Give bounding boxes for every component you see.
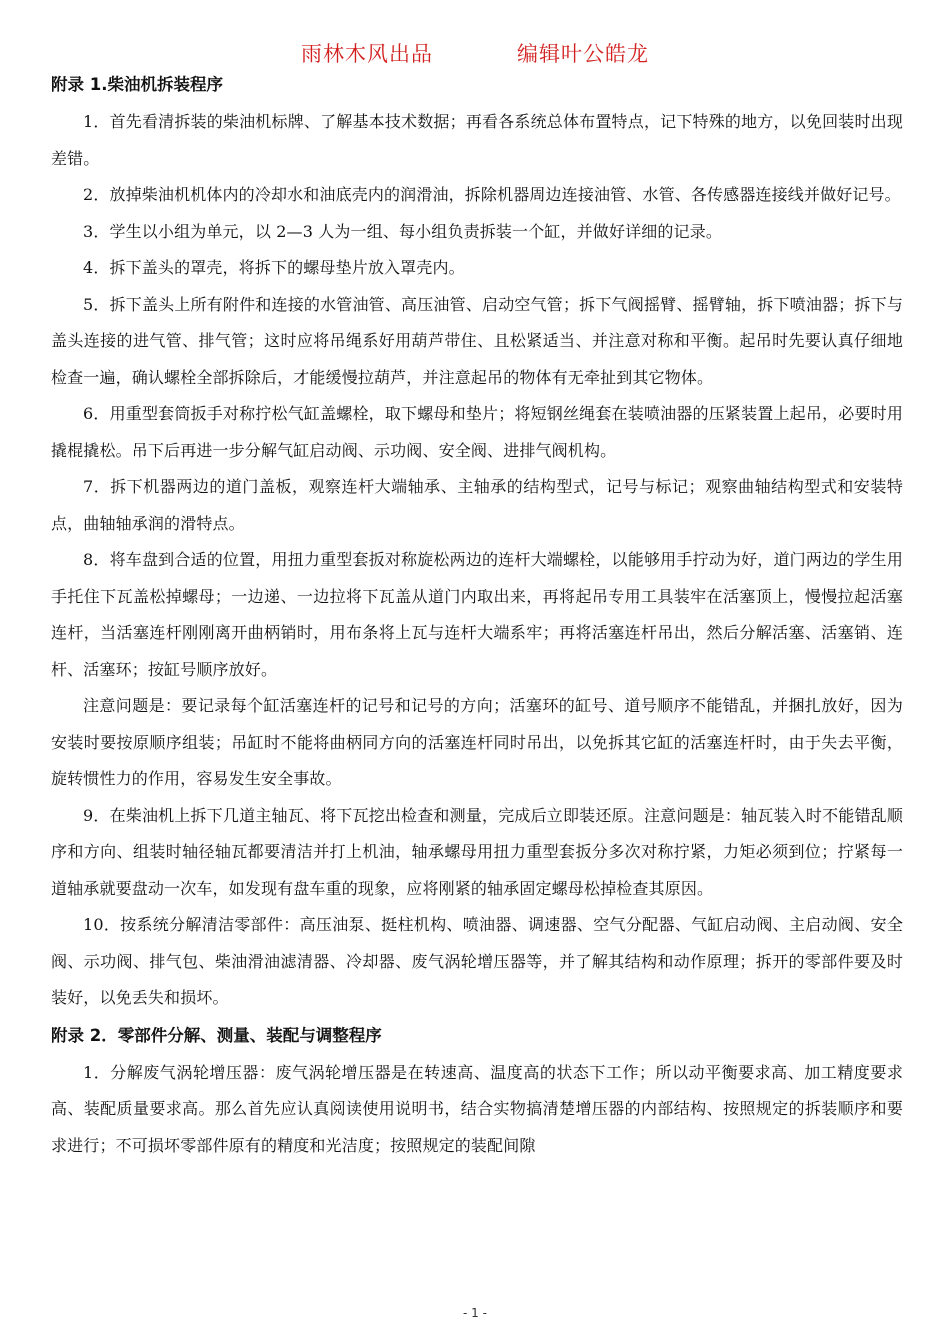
paragraph: 5．拆下盖头上所有附件和连接的水管油管、高压油管、启动空气管；拆下气阀摇臂、摇臂轴，拆下喷油器；拆下与盖头连接的进气管、排气管；这时应将吊绳系好用葫芦带住、且松紧适当、并注意对称和平衡。起吊时先要认真仔细地检查一遍，确认螺栓全部拆除后，才能缓慢拉葫芦，并注意起吊的物体有无牵扯到其它物体。 bbox=[51, 294, 903, 387]
paragraph: 3．学生以小组为单元，以 2—3 人为一组、每小组负责拆装一个缸，并做好详细的记录。 bbox=[83, 221, 723, 241]
watermark-header bbox=[0, 40, 950, 68]
section-2-title: 附录 2．零部件分解、测量、装配与调整程序 bbox=[51, 1025, 382, 1045]
paragraph: 4．拆下盖头的罩壳，将拆下的螺母垫片放入罩壳内。 bbox=[83, 258, 465, 277]
document-body bbox=[51, 66, 903, 1164]
paragraph: 8．将车盘到合适的位置，用扭力重型套扳对称旋松两边的连杆大端螺栓，以能够用手拧动为好，道门两边的学生用手托住下瓦盖松掉螺母；一边递、一边拉将下瓦盖从道门内取出来，再将起吊专用工具装牢在活塞顶上，慢慢拉起活塞连杆，当活塞连杆刚刚离开曲柄销时，用布条将上瓦与连杆大端系牢；再将活塞连杆吊出，然后分解活塞、活塞销、连杆、活塞环；按缸号顺序放好。 bbox=[51, 550, 903, 679]
paragraph: 1．分解废气涡轮增压器：废气涡轮增压器是在转速高、温度高的状态下工作；所以动平衡要求高、加工精度要求高、装配质量要求高。那么首先应认真阅读使用说明书，结合实物搞清楚增压器的内部结构、按照规定的拆装顺序和要求进行；不可损坏零部件原有的精度和光洁度；按照规定的装配间隙 bbox=[51, 1062, 903, 1155]
section-1-title: 附录 1.柴油机拆装程序 bbox=[51, 75, 223, 94]
page-number: - 1 - bbox=[463, 1306, 487, 1320]
paragraph: 6．用重型套筒扳手对称拧松气缸盖螺栓，取下螺母和垫片；将短钢丝绳套在装喷油器的压紧装置上起吊，必要时用撬棍撬松。吊下后再进一步分解气缸启动阀、示功阀、安全阀、进排气阀机构。 bbox=[51, 404, 903, 460]
note-paragraph: 注意问题是：要记录每个缸活塞连杆的记号和记号的方向；活塞环的缸号、道号顺序不能错乱，并捆扎放好，因为安装时要按原顺序组装；吊缸时不能将曲柄同方向的活塞连杆同时吊出，以免拆其它缸的活塞连杆时，由于失去平衡，旋转惯性力的作用，容易发生安全事故。 bbox=[51, 696, 903, 788]
paragraph: 1．首先看清拆装的柴油机标牌、了解基本技术数据；再看各系统总体布置特点，记下特殊的地方，以免回装时出现差错。 bbox=[51, 112, 903, 168]
paragraph: 7．拆下机器两边的道门盖板，观察连杆大端轴承、主轴承的结构型式，记号与标记；观察曲轴结构型式和安装特点，曲轴轴承润的滑特点。 bbox=[51, 477, 903, 533]
paragraph: 2．放掉柴油机机体内的冷却水和油底壳内的润滑油，拆除机器周边连接油管、水管、各传感器连接线并做好记号。 bbox=[83, 185, 901, 204]
header-publisher: 雨林木风出品 bbox=[301, 42, 433, 66]
paragraph: 9．在柴油机上拆下几道主轴瓦、将下瓦挖出检查和测量，完成后立即装还原。注意问题是：轴瓦装入时不能错乱顺序和方向、组装时轴径轴瓦都要清洁并打上机油，轴承螺母用扭力重型套扳分多次对称拧紧，力矩必须到位；拧紧每一道轴承就要盘动一次车，如发现有盘车重的现象，应将刚紧的轴承固定螺母松掉检查其原因。 bbox=[51, 805, 903, 898]
header-editor: 编辑叶公皓龙 bbox=[517, 42, 649, 66]
paragraph: 10．按系统分解清洁零部件：高压油泵、挺柱机构、喷油器、调速器、空气分配器、气缸启动阀、主启动阀、安全阀、示功阀、排气包、柴油滑油滤清器、冷却器、废气涡轮增压器等，并了解其结构和动作原理；拆开的零部件要及时装好，以免丢失和损坏。 bbox=[51, 915, 903, 1007]
